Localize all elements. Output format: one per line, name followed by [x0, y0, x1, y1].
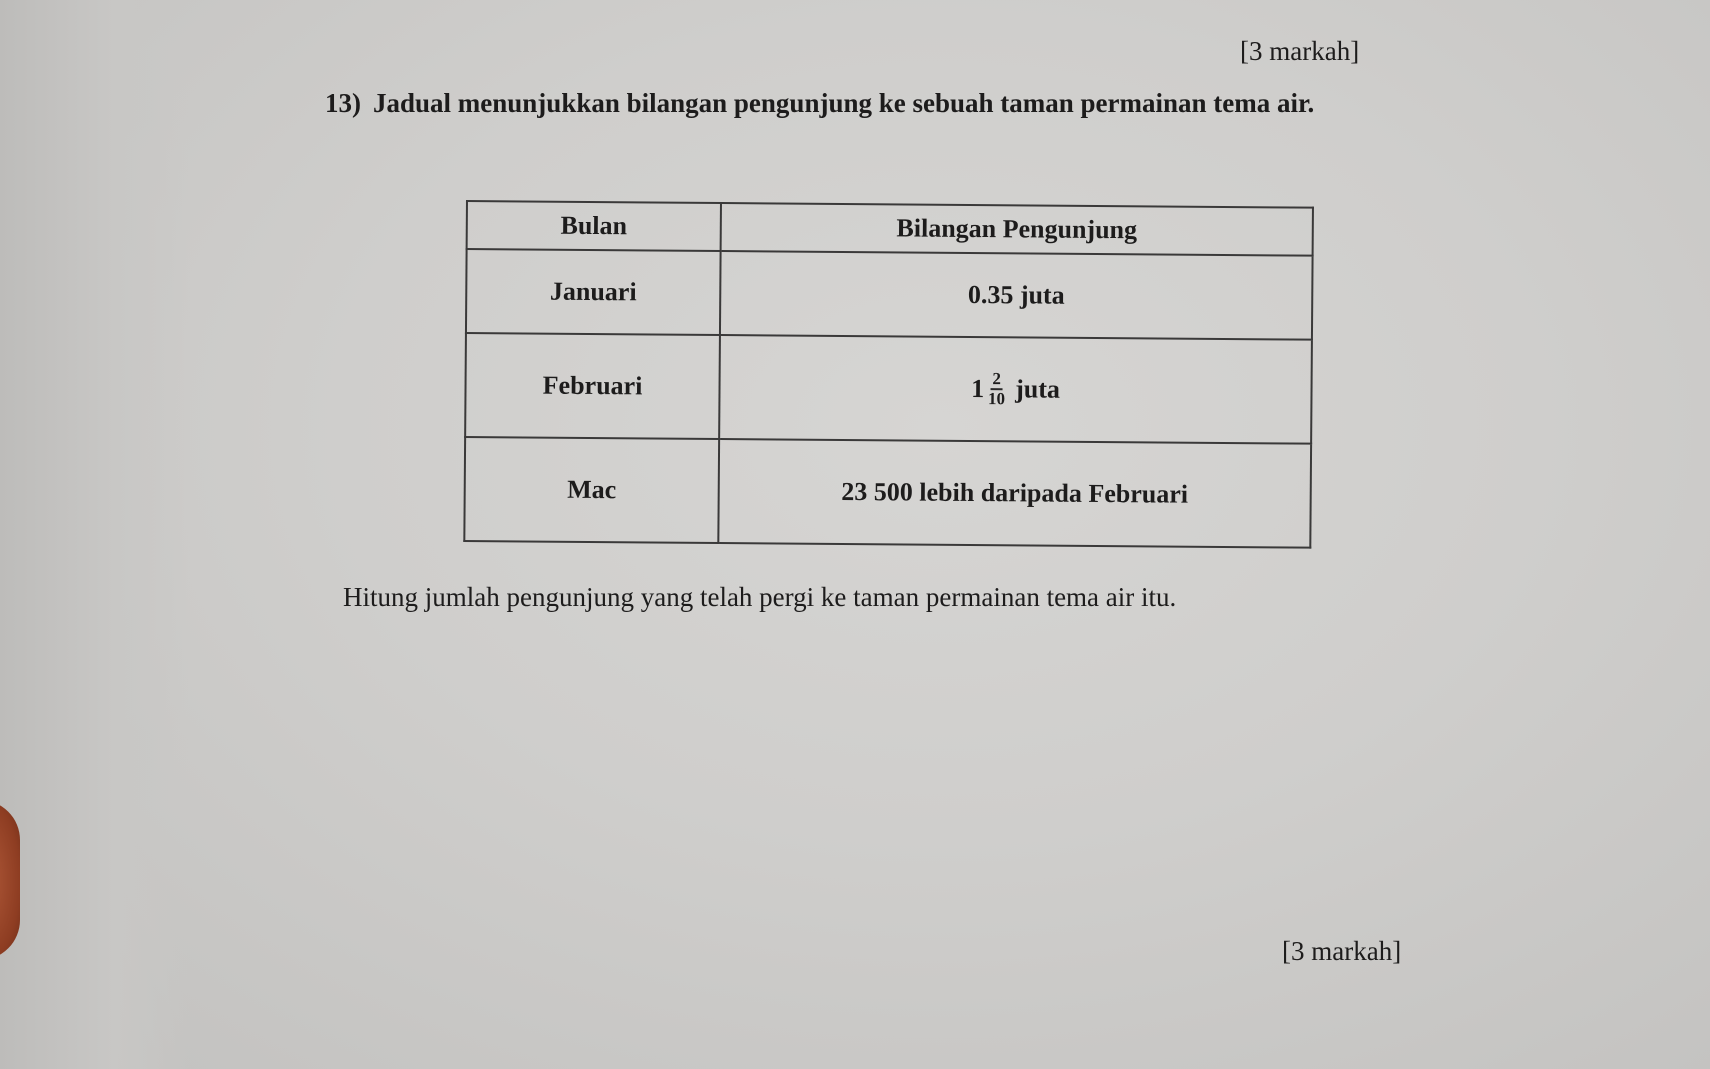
- cell-visitors: 0.35 juta: [720, 251, 1313, 340]
- fraction-numerator: 2: [990, 370, 1003, 390]
- fraction-stack: [988, 370, 1005, 408]
- table-row: [464, 437, 1311, 548]
- cell-month: Mac: [464, 437, 719, 543]
- paper-shadow: [0, 0, 190, 1069]
- question-number: 13): [325, 88, 361, 118]
- header-month: Bulan: [467, 201, 721, 251]
- cell-visitors: [719, 335, 1312, 444]
- table-header-row: [467, 201, 1313, 256]
- table-row: [465, 333, 1312, 444]
- fraction-unit: juta: [1015, 374, 1061, 404]
- mixed-fraction: [971, 370, 1060, 408]
- table-row: [466, 249, 1313, 340]
- marks-label-bottom: [3 markah]: [1282, 936, 1402, 966]
- cell-month: Februari: [465, 333, 720, 439]
- fraction-denominator: 10: [987, 389, 1006, 409]
- visitors-table: [463, 200, 1314, 549]
- header-visitors: Bilangan Pengunjung: [721, 203, 1313, 256]
- marks-label-top: [3 markah]: [1240, 36, 1360, 66]
- question-text: [325, 88, 1314, 119]
- question-body: Jadual menunjukkan bilangan pengunjung ke sebuah taman permainan tema air.: [373, 88, 1315, 118]
- cell-month: Januari: [466, 249, 721, 335]
- cell-visitors: 23 500 lebih daripada Februari: [718, 439, 1311, 548]
- instruction-text: Hitung jumlah pengunjung yang telah pergi ke taman permainan tema air itu.: [343, 582, 1177, 612]
- fraction-whole: 1: [971, 373, 985, 404]
